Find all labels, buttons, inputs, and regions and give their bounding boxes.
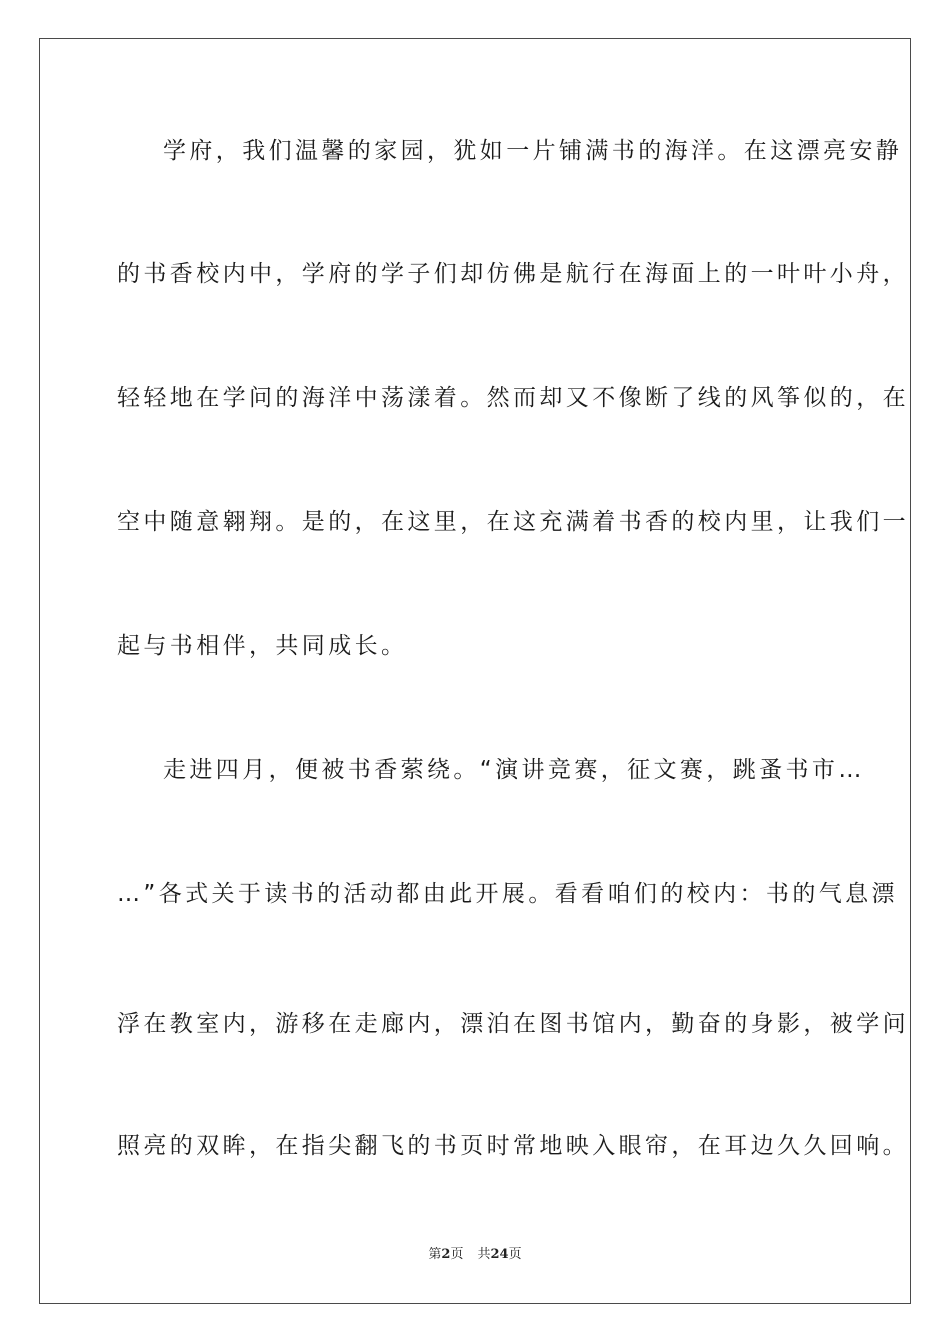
page-current: 2 — [441, 1247, 451, 1262]
paragraph-2-line-1: 走进四月，便被书香萦绕。“演讲竞赛，征文赛，跳蚤书市… — [163, 757, 865, 783]
paragraph-1-line-5: 起与书相伴，共同成长。 — [117, 633, 408, 659]
paragraph-2-line-4: 照亮的双眸，在指尖翻飞的书页时常地映入眼帘，在耳边久久回响。 — [117, 1133, 909, 1159]
page-total: 24 — [490, 1247, 509, 1262]
paragraph-2-line-3: 浮在教室内，游移在走廊内，漂泊在图书馆内，勤奋的身影，被学问 — [117, 1011, 909, 1037]
paragraph-1-line-1: 学府，我们温馨的家园，犹如一片铺满书的海洋。在这漂亮安静 — [163, 138, 903, 164]
paragraph-2-line-2: …”各式关于读书的活动都由此开展。看看咱们的校内：书的气息漂 — [117, 881, 898, 907]
total-prefix: 共 — [477, 1247, 491, 1262]
page-footer — [0, 1246, 950, 1264]
page-suffix: 页 — [450, 1247, 464, 1262]
page-frame — [39, 38, 911, 1304]
paragraph-1-line-3: 轻轻地在学问的海洋中荡漾着。然而却又不像断了线的风筝似的，在 — [117, 385, 909, 411]
paragraph-1-line-2: 的书香校内中，学府的学子们却仿佛是航行在海面上的一叶叶小舟， — [117, 261, 909, 287]
page-prefix: 第 — [428, 1247, 442, 1262]
total-suffix: 页 — [508, 1247, 522, 1262]
paragraph-1-line-4: 空中随意翱翔。是的，在这里，在这充满着书香的校内里，让我们一 — [117, 509, 909, 535]
